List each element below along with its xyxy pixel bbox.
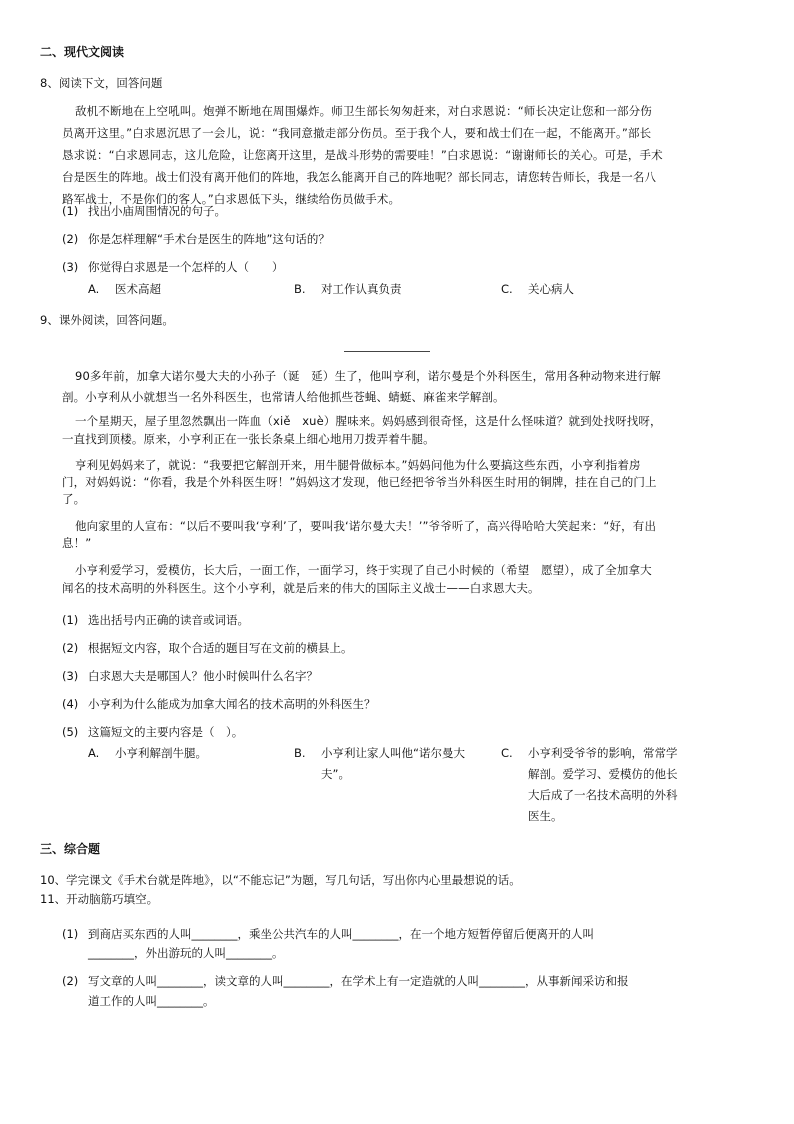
option-text-line: 医生。: [528, 809, 563, 823]
sub-question-text: 你是怎样理解“手术台是医生的阵地”这句话的？: [88, 232, 330, 246]
option-b: [294, 743, 465, 785]
title-blank-line: [344, 351, 430, 352]
sub-question: [62, 724, 243, 740]
sub-question-number: (2): [62, 974, 79, 988]
sub-question-text: 这篇短文的主要内容是（ ）。: [88, 725, 244, 739]
sub-question-continuation: ________，外出游玩的人叫________。: [88, 946, 284, 960]
option-text: 对工作认真负责: [321, 282, 402, 296]
question-10: 10、学完课文《手术台就是阵地》，以“不能忘记”为题，写几句话，写出你内心里最想说的话。: [40, 873, 521, 887]
sub-question-number: (1): [62, 927, 79, 941]
option-key: C.: [501, 746, 513, 760]
sub-question-text: 选出括号内正确的读音或词语。: [88, 613, 249, 627]
option-a: [88, 743, 207, 764]
passage-line: 他向家里的人宣布：“以后不要叫我‘亨利’了，要叫我‘诺尔曼大夫！’”爷爷听了，高兴得哈哈大笑起来：“好，有出: [75, 519, 657, 533]
option-text-line: 小亨利受爷爷的影响，常常学: [528, 746, 678, 760]
sub-question-text: 你觉得白求恩是一个怎样的人（ ）: [88, 260, 284, 274]
sub-question-number: (5): [62, 725, 79, 739]
passage-line: 一直找到顶楼。原来，小亨利正在一张长条桌上细心地用刀拨弄着牛腿。: [62, 432, 435, 446]
sub-question: [62, 668, 318, 684]
option-c: [501, 281, 574, 297]
passage-line: 路军战士，不是你们的客人。”白求恩低下头，继续给伤员做手术。: [62, 192, 401, 206]
option-key: B.: [294, 746, 306, 760]
sub-question: [62, 973, 629, 989]
sub-question-text: 找出小庙周围情况的句子。: [88, 204, 226, 218]
passage-line: 90多年前，加拿大诺尔曼大夫的小孙子（诞 延）生了，他叫亨利，诺尔曼是个外科医生，常用各种动物来进行解: [75, 369, 661, 383]
option-text: 关心病人: [528, 282, 574, 296]
passage-line: 亨利见妈妈来了，就说：“我要把它解剖开来，用牛腿骨做标本。”妈妈问他为什么要搞这些东西，小亨利指着房: [75, 458, 641, 472]
option-text-line: 解剖。爱学习、爱模仿的他长: [528, 767, 678, 781]
option-key: A.: [88, 746, 100, 760]
option-text-line: 小亨利解剖牛腿。: [115, 746, 207, 760]
passage-line: 小亨利爱学习，爱模仿，长大后，一面工作，一面学习，终于实现了自己小时候的（希望 愿望），成了全加拿大: [75, 563, 652, 577]
passage-line: 恳求说：“白求恩同志，这儿危险，让您离开这里，是战斗形势的需要哇！”白求恩说：“谢谢师长的关心。可是，手术: [62, 148, 663, 162]
passage-line: 敌机不断地在上空吼叫。炮弹不断地在周围爆炸。师卫生部长匆匆赶来，对白求恩说：“师长决定让您和一部分伤: [75, 104, 652, 118]
option-text-line: 大后成了一名技术高明的外科: [528, 788, 678, 802]
sub-question: [62, 203, 226, 219]
sub-question: [62, 640, 353, 656]
option-text-line: 小亨利让家人叫他“诺尔曼大: [321, 746, 465, 760]
option-c: [501, 743, 678, 827]
sub-question-text: 小亨利为什么能成为加拿大闻名的技术高明的外科医生？: [88, 697, 376, 711]
sub-question-number: (2): [62, 641, 79, 655]
option-a: [88, 281, 161, 297]
sub-question: [62, 231, 330, 247]
option-text-line: 夫”。: [321, 767, 350, 781]
passage-line: 员离开这里。”白求恩沉思了一会儿，说：“我同意撤走部分伤员。至于我个人，要和战士们在一起，不能离开。”部长: [62, 126, 652, 140]
sub-question-number: (3): [62, 260, 79, 274]
passage-line: 门，对妈妈说：“你看，我是个外科医生呀！”妈妈这才发现，他已经把爷爷当外科医生时用的铜牌，挂在自己的门上: [62, 475, 657, 489]
option-key: B.: [294, 282, 306, 296]
sub-question-text: 写文章的人叫________，读文章的人叫________，在学术上有一定造就的人叫________，从事新闻采访和报: [88, 974, 629, 988]
question-8-stem: 8、阅读下文，回答问题: [40, 76, 163, 90]
option-text: 医术高超: [115, 282, 161, 296]
passage-line: 了。: [62, 492, 86, 506]
sub-question-text: 到商店买东西的人叫________，乘坐公共汽车的人叫________，在一个地方短暂停留后便离开的人叫: [88, 927, 594, 941]
sub-question: [62, 612, 249, 628]
sub-question: [62, 259, 284, 275]
section-heading: 三、综合题: [40, 842, 101, 856]
option-key: C.: [501, 282, 513, 296]
sub-question-text: 白求恩大夫是哪国人？他小时候叫什么名字？: [88, 669, 318, 683]
passage-line: 息！”: [62, 536, 92, 550]
sub-question-number: (2): [62, 232, 79, 246]
sub-question-text: 根据短文内容，取个合适的题目写在文前的横县上。: [88, 641, 353, 655]
option-key: A.: [88, 282, 100, 296]
sub-question: [62, 696, 376, 712]
passage-line: 闻名的技术高明的外科医生。这个小亨利，就是后来的伟大的国际主义战士——白求恩大夫。: [62, 581, 540, 595]
question-11-stem: 11、开动脑筋巧填空。: [40, 892, 159, 906]
sub-question-continuation: 道工作的人叫________。: [88, 994, 215, 1008]
passage-line: 剖。小亨利从小就想当一名外科医生，也常请人给他抓些苍蝇、蜻蜓、麻雀来学解剖。: [62, 390, 505, 404]
passage-line: 台是医生的阵地。战士们没有离开他们的阵地，我怎么能离开自己的阵地呢？部长同志，请您转告师长，我是一名八: [62, 170, 657, 184]
question-9-stem: 9、课外阅读，回答问题。: [40, 313, 174, 327]
sub-question-number: (3): [62, 669, 79, 683]
sub-question-number: (1): [62, 613, 79, 627]
sub-question-number: (4): [62, 697, 79, 711]
option-b: [294, 281, 402, 297]
section-heading: 二、现代文阅读: [40, 45, 125, 59]
passage-line: 一个星期天，屋子里忽然飘出一阵血（xiě xuè）腥味来。妈妈感到很奇怪，这是什么怪味道？就到处找呀找呀，: [75, 414, 662, 428]
sub-question: [62, 926, 594, 942]
sub-question-number: (1): [62, 204, 79, 218]
